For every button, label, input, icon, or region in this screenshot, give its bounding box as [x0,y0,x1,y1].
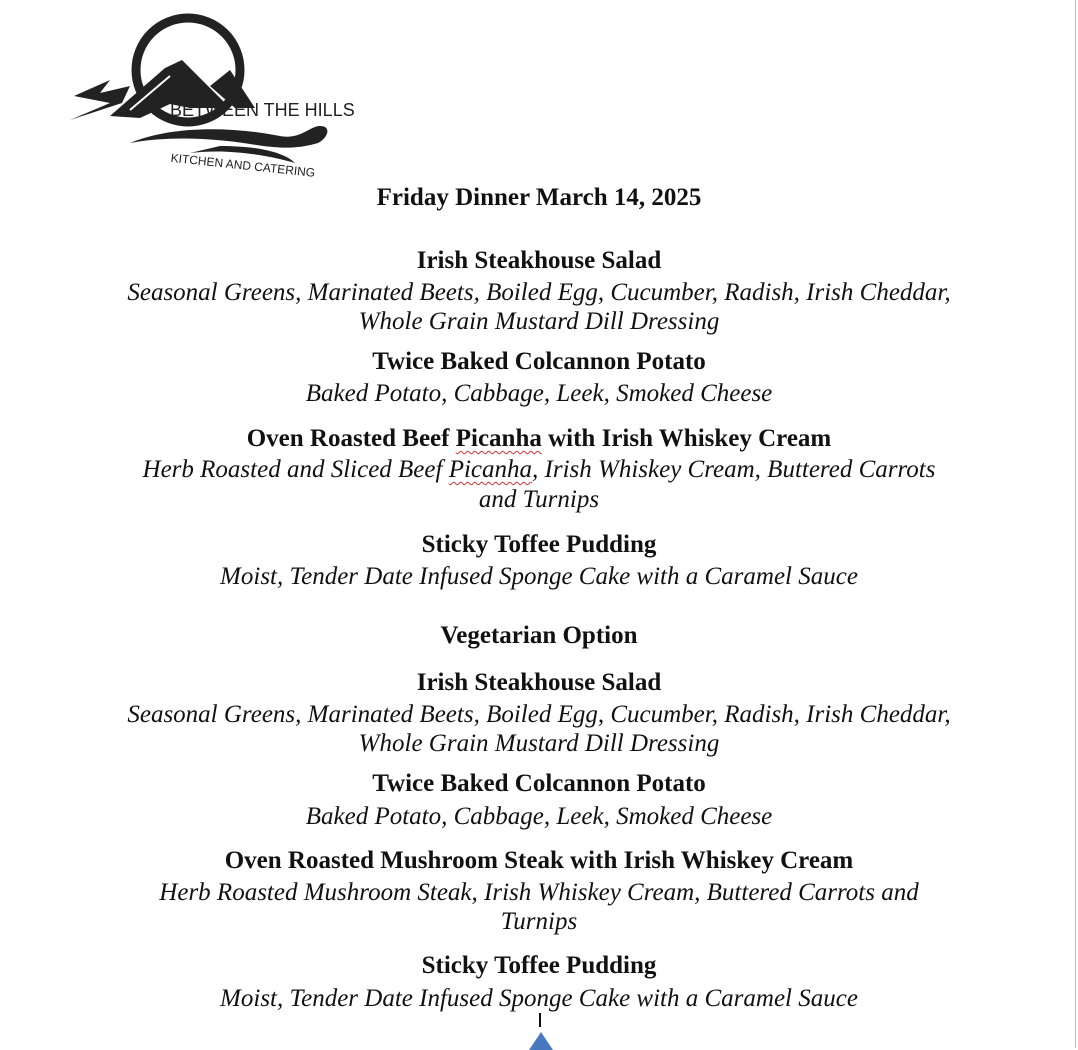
svg-text:BETWEEN THE HILLS: BETWEEN THE HILLS [170,100,355,120]
dish-heading: Twice Baked Colcannon Potato [372,348,706,375]
dish-description: Moist, Tender Date Infused Sponge Cake with a Caramel Sauce [220,985,858,1012]
dish-heading: Irish Steakhouse Salad [416,247,662,274]
vegetarian-title: Vegetarian Option [440,622,638,649]
text-cursor [539,1013,541,1027]
heading-part: Oven Roasted Beef [246,425,456,452]
dish-description [0,454,1078,486]
desc-part: Herb Roasted and Sliced Beef [142,456,449,483]
dish-description: Turnips [500,908,578,935]
dish-description: Herb Roasted Mushroom Steak, Irish Whiskey Cream, Buttered Carrots and [159,879,919,906]
dish-heading: Irish Steakhouse Salad [416,669,662,696]
heading-part: with Irish Whiskey Cream [541,425,832,452]
between-the-hills-logo [70,8,370,188]
misspelled-word[interactable]: Picanha [455,425,542,452]
dish-description: Seasonal Greens, Marinated Beets, Boiled Egg, Cucumber, Radish, Irish Cheddar, [127,279,951,306]
dish-description: and Turnips [478,486,600,513]
dish-description: Baked Potato, Cabbage, Leek, Smoked Cheese [305,380,773,407]
svg-text:KITCHEN AND CATERING: KITCHEN AND CATERING [170,150,316,180]
dish-heading: Oven Roasted Mushroom Steak with Irish Whiskey Cream [224,847,854,874]
dish-heading: Twice Baked Colcannon Potato [372,770,706,797]
menu-title: Friday Dinner March 14, 2025 [376,184,702,211]
misspelled-word[interactable]: Picanha [448,456,533,483]
dish-heading [0,423,1078,455]
dish-description: Baked Potato, Cabbage, Leek, Smoked Cheese [305,803,773,830]
desc-part: , Irish Whiskey Cream, Buttered Carrots [532,456,936,483]
dish-description: Moist, Tender Date Infused Sponge Cake with a Caramel Sauce [220,563,858,590]
dish-description: Whole Grain Mustard Dill Dressing [358,308,720,335]
selection-handle[interactable] [529,1032,553,1050]
dish-description: Seasonal Greens, Marinated Beets, Boiled Egg, Cucumber, Radish, Irish Cheddar, [127,701,951,728]
dish-heading: Sticky Toffee Pudding [421,952,657,979]
dish-heading: Sticky Toffee Pudding [421,531,657,558]
dish-description: Whole Grain Mustard Dill Dressing [358,730,720,757]
